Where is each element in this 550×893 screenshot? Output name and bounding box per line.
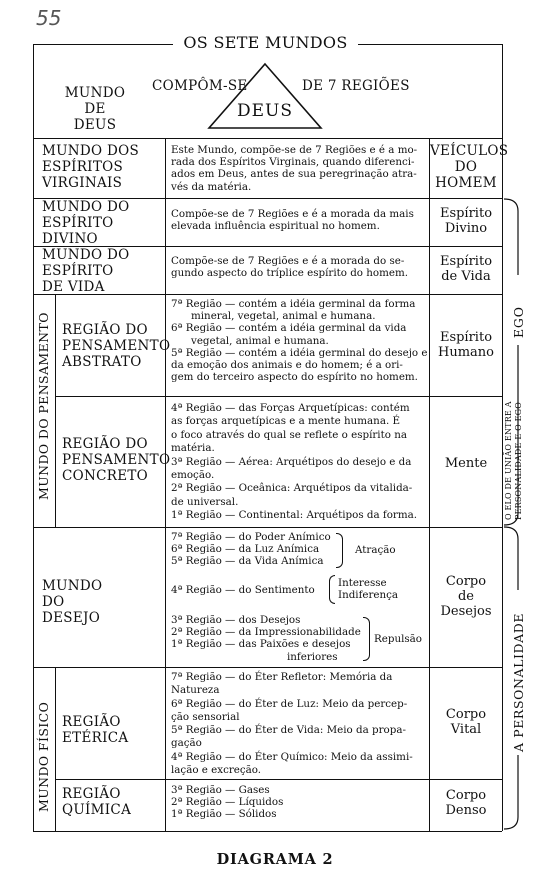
name-virginais: MUNDO DOS ESPÍRITOS VIRGINAIS [42,143,140,191]
desejo-repulsion-regions: 3ª Região — dos Desejos 2ª Região — da Impressionabilidade 1ª Região — das Paixões e desejos inferiores [171,614,361,663]
vehicle-vida: Espírito de Vida [439,254,493,284]
desc-eterica: 7ª Região — do Éter Refletor: Memória da Natureza 6ª Região — do Éter de Luz: Meio da percep- ção sensorial 5ª Região — do Éter de Vida: Meio da propa- gação 4ª Região — do Éter Químico: Meio da assimi- lação e excreção. [171,671,413,777]
name-desejo: MUNDO DO DESEJO [42,578,103,626]
repulsion-brace [363,617,370,661]
side-line-pensamento [55,294,56,527]
header-sete-regioes: DE 7 REGIÕES [302,78,410,94]
vehicle-divino: Espírito Divino [439,206,493,236]
desc-virginais: Este Mundo, compõe-se de 7 Regiões e é a mo- rada dos Espíritos Virginais, quando diferenci- ados em Deus, antes de sua peregrinação atra- vés da matéria. [171,144,418,193]
side-line-fisico [55,667,56,831]
ego-label: EGO [511,306,526,338]
vehicle-header: VEÍCULOS DO HOMEM [430,143,509,191]
attraction-brace [336,533,343,568]
desc-vida: Compõe-se de 7 Regiões e é a morada do se- gundo aspecto do tríplice espírito do homem. [171,255,409,280]
title: OS SETE MUNDOS [183,33,348,52]
elo-label: O ELO DE UNIÃO ENTRE A PERSONALIDADE E O EGO [504,401,523,520]
side-label-fisico: MUNDO FÍSICO [36,701,51,812]
header-compoem: COMPÔM-SE [152,78,248,94]
name-vida: MUNDO DO ESPÍRITO DE VIDA [42,247,130,295]
frame-top-right [358,44,502,45]
frame-top-left [33,44,173,45]
row-line-7 [33,667,502,668]
vehicle-abstrato: Espírito Humano [438,330,494,360]
attraction-label: Atração [355,544,396,556]
row-line-1 [33,138,502,139]
frame-bottom [33,831,502,832]
vehicle-quimica: Corpo Denso [445,788,487,818]
desc-abstrato: 7ª Região — contém a idéia germinal da forma mineral, vegetal, animal e humana. 6ª Região — contém a idéia germinal da vida vegetal, animal e humana. 5ª Região — contém a idéia germinal do desejo e da emoção dos animais e do homem; é a ori- gem do terceiro aspecto do espírito no homem. [171,298,428,384]
page-number: 55 [36,6,62,30]
vehicle-concreto: Mente [444,456,488,471]
personalidade-label: A PERSONALIDADE [511,612,526,752]
desc-divino: Compõe-se de 7 Regiões e é a morada da mais elevada influência espiritual no homem. [171,208,414,233]
repulsion-label: Repulsão [374,633,422,645]
frame-left [33,44,34,831]
name-abstrato: REGIÃO DO PENSAMENTO ABSTRATO [62,322,171,370]
name-eterica: REGIÃO ETÉRICA [62,714,129,746]
row-line-6 [33,527,502,528]
name-quimica: REGIÃO QUÍMICA [62,786,132,818]
header-deus: DEUS [236,101,293,121]
interest-labels: Interesse Indiferença [338,577,399,602]
desc-concreto: 4ª Região — das Forças Arquetípicas: contém as forças arquetípicas e a mente humana. É o foco através do qual se reflete o espírito na matéria. 3ª Região — Aérea: Arquétipos do desejo e da emoção. 2ª Região — Oceânica: Arquétipos da vitalida- de universal. 1ª Região — Continental: Arquétipos da forma. [171,402,418,522]
interest-brace [329,575,335,604]
row-line-8 [55,779,502,780]
name-divino: MUNDO DO ESPÍRITO DIVINO [42,199,130,247]
col-line-1 [165,138,166,831]
name-concreto: REGIÃO DO PENSAMENTO CONCRETO [62,436,171,484]
row-line-5 [55,396,502,397]
deus-triangle [205,62,325,132]
header-mundo-de-deus: MUNDO DE DEUS [64,85,126,133]
desejo-region4: 4ª Região — do Sentimento [171,584,315,596]
vehicle-desejo: Corpo de Desejos [440,574,492,619]
desejo-attraction-regions: 7ª Região — do Poder Anímico 6ª Região — da Luz Anímica 5ª Região — da Vida Anímica [171,531,331,568]
side-label-pensamento: MUNDO DO PENSAMENTO [36,312,51,500]
vehicle-eterica: Corpo Vital [445,707,487,737]
caption: DIAGRAMA 2 [216,851,334,868]
desc-quimica: 3ª Região — Gases 2ª Região — Líquidos 1ª Região — Sólidos [171,784,284,821]
